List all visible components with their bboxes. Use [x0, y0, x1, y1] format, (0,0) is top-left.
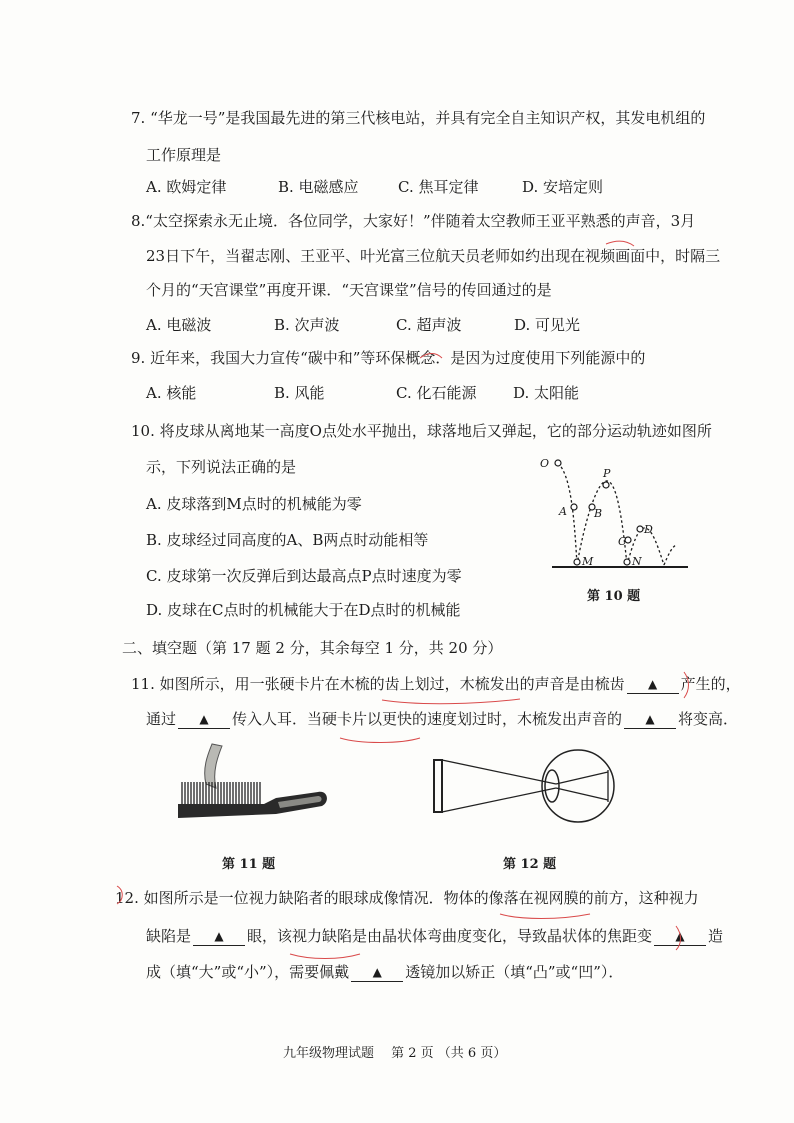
q12-blank2[interactable]: ▲ — [654, 927, 706, 946]
q10-stem-line1: 10. 将皮球从离地某一高度O点处水平抛出，球落地后又弹起，它的部分运动轨迹如图所 — [131, 422, 712, 440]
q9-option-d: D. 太阳能 — [513, 384, 580, 402]
label-a: A — [559, 505, 567, 518]
q7-option-b: B. 电磁感应 — [278, 178, 359, 196]
q9-option-b: B. 风能 — [274, 384, 325, 402]
q12-line2-text-b: 眼，该视力缺陷是由晶状体弯曲度变化，导致晶状体的焦距变 — [247, 927, 653, 945]
q12-line2-text-c: 造 — [708, 927, 724, 945]
q12-blank3[interactable]: ▲ — [351, 963, 403, 982]
figure11-caption: 第 11 题 — [222, 857, 276, 872]
page-footer: 九年级物理试题 第 2 页 （共 6 页） — [283, 1046, 507, 1061]
q7-option-d: D. 安培定则 — [522, 178, 604, 196]
label-d: D — [644, 523, 653, 536]
q7-option-a: A. 欧姆定律 — [146, 178, 227, 196]
q12-line3-text-b: 透镜加以矫正（填“凸”或“凹”）． — [405, 963, 624, 981]
q7-option-c: C. 焦耳定律 — [398, 178, 479, 196]
q9-option-c: C. 化石能源 — [396, 384, 477, 402]
red-mark-q12-end — [676, 926, 681, 950]
q8-stem-line1: 8.“太空探索永无止境．各位同学，大家好！”伴随着太空教师王亚平熟悉的声音，3月 — [131, 212, 696, 230]
q10-option-a: A. 皮球落到M点时的机械能为零 — [146, 495, 362, 513]
q8-option-b: B. 次声波 — [274, 316, 340, 334]
q8-option-a: A. 电磁波 — [146, 316, 212, 334]
red-underline-q11-line2 — [340, 738, 420, 743]
figure12-caption: 第 12 题 — [503, 857, 557, 872]
q12-line2-text-a: 缺陷是 — [146, 927, 192, 945]
q12-line3-text-a: 成（填“大”或“小”），需要佩戴 — [146, 963, 350, 981]
q11-line2-text-b: 传入人耳．当硬卡片以更快的速度划过时，木梳发出声音的 — [232, 710, 623, 728]
q12-blank1[interactable]: ▲ — [193, 927, 245, 946]
label-o: O — [540, 457, 550, 470]
q11-line1-text-a: 11. 如图所示，用一张硬卡片在木梳的齿上划过，木梳发出的声音是由梳齿 — [131, 675, 625, 693]
label-n: N — [632, 555, 642, 568]
red-mark-q11-end — [684, 672, 689, 698]
q11-line1-text-b: 产生的， — [680, 675, 741, 693]
q8-option-d: D. 可见光 — [514, 316, 581, 334]
q11-line2-text-c: 将变高． — [678, 710, 739, 728]
label-p: P — [603, 467, 611, 480]
q10-stem-line2: 示，下列说法正确的是 — [146, 458, 297, 476]
q9-stem: 9. 近年来，我国大力宣传“碳中和”等环保概念．是因为过度使用下列能源中的 — [131, 349, 646, 367]
q8-option-c: C. 超声波 — [396, 316, 462, 334]
red-underline-q12-line3 — [290, 954, 360, 959]
q8-stem-line3: 个月的“天宫课堂”再度开课．“天宫课堂”信号的传回通过的是 — [146, 281, 552, 299]
red-mark-q12-number — [117, 886, 122, 904]
q7-stem-line1: 7. “华龙一号”是我国最先进的第三代核电站，并具有完全自主知识产权，其发电机组的 — [131, 109, 706, 127]
q8-stem-line2: 23日下午，当翟志刚、王亚平、叶光富三位航天员老师如约出现在视频画面中，时隔三 — [146, 247, 721, 265]
red-mark-q8 — [606, 241, 634, 246]
q11-blank3[interactable]: ▲ — [624, 710, 676, 729]
label-b: B — [594, 507, 603, 520]
red-underline-q12 — [500, 914, 590, 919]
figure10-caption: 第 10 题 — [587, 589, 641, 604]
red-mark-q9 — [420, 354, 442, 359]
red-underline-q11 — [382, 699, 520, 704]
label-c: C — [618, 535, 627, 548]
q10-option-d: D. 皮球在C点时的机械能大于在D点时的机械能 — [146, 601, 461, 619]
q10-option-b: B. 皮球经过同高度的A、B两点时动能相等 — [146, 531, 429, 549]
q10-option-c: C. 皮球第一次反弹后到达最高点P点时速度为零 — [146, 567, 462, 585]
label-m: M — [582, 555, 594, 568]
section2-heading: 二、填空题（第 17 题 2 分，其余每空 1 分，共 20 分） — [122, 639, 503, 657]
q11-blank2[interactable]: ▲ — [178, 710, 230, 729]
q12-line1: 12. 如图所示是一位视力缺陷者的眼球成像情况．物体的像落在视网膜的前方，这种视力 — [115, 889, 699, 907]
q11-blank1[interactable]: ▲ — [627, 675, 679, 694]
q7-stem-line2: 工作原理是 — [146, 146, 222, 164]
q9-option-a: A. 核能 — [146, 384, 197, 402]
q11-line2-text-a: 通过 — [146, 710, 177, 728]
